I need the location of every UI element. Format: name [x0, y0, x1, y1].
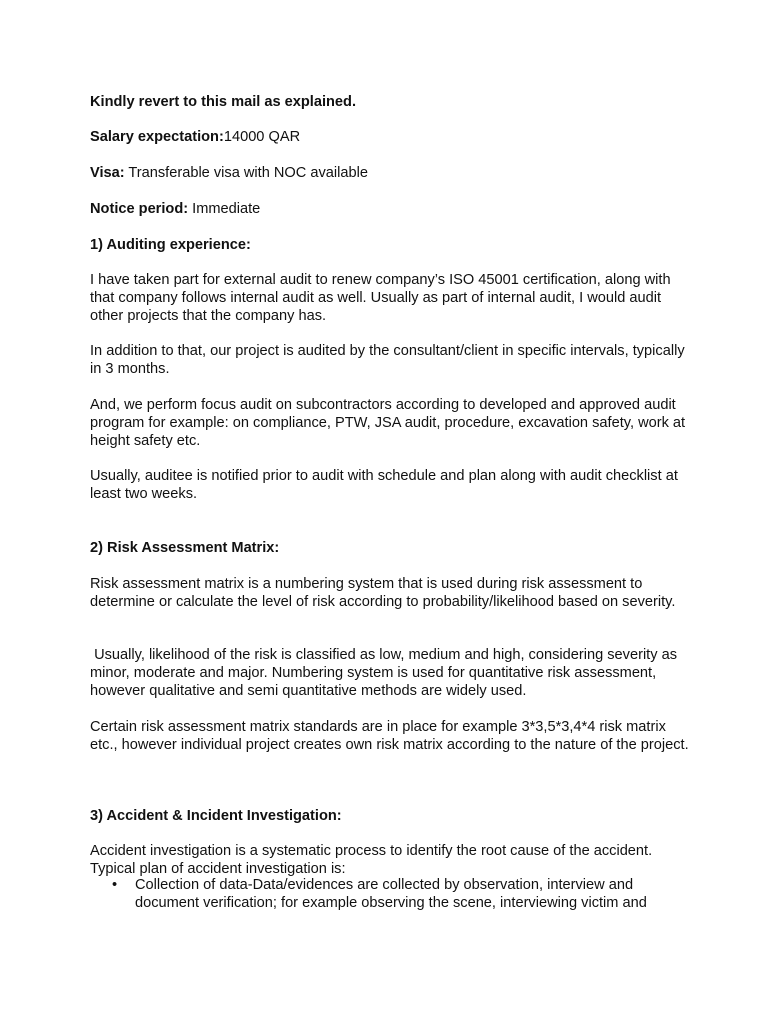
- section-2-heading: 2) Risk Assessment Matrix:: [90, 540, 280, 556]
- section-3-heading: 3) Accident & Incident Investigation:: [90, 808, 342, 824]
- notice-line: [90, 201, 690, 219]
- section-1-paragraph: I have taken part for external audit to renew company’s ISO 45001 certification, along with that company follows internal audit as well. Usually as part of internal audit, I would audit other projects that the company has.: [90, 272, 671, 324]
- visa-value: Transferable visa with NOC available: [124, 165, 368, 181]
- visa-line: [90, 165, 690, 183]
- notice-value: Immediate: [188, 201, 261, 217]
- bullet-icon: •: [112, 877, 118, 893]
- list-item: [90, 877, 690, 913]
- salary-line: [90, 129, 690, 147]
- section-1-paragraph: In addition to that, our project is audited by the consultant/client in specific intervals, typically in 3 months.: [90, 343, 685, 377]
- section-2-paragraph: Risk assessment matrix is a numbering system that is used during risk assessment to determine or calculate the level of risk according to probability/likelihood based on severity.: [90, 576, 676, 610]
- intro-line: Kindly revert to this mail as explained.: [90, 94, 357, 110]
- section-1-paragraph: And, we perform focus audit on subcontractors according to developed and approved audit program for example: on compliance, PTW, JSA audit, procedure, excavation safety, work at height safety etc.: [90, 397, 686, 449]
- list-item-text: Collection of data-Data/evidences are collected by observation, interview and document verification; for example observing the scene, interviewing victim and: [135, 877, 647, 911]
- salary-value: 14000 QAR: [223, 129, 301, 145]
- salary-label: Salary expectation:: [90, 129, 224, 145]
- section-1-heading: 1) Auditing experience:: [90, 237, 251, 253]
- section-1-paragraph: Usually, auditee is notified prior to audit with schedule and plan along with audit checklist at least two weeks.: [90, 468, 678, 502]
- section-2-paragraph: Certain risk assessment matrix standards are in place for example 3*3,5*3,4*4 risk matrix etc., however individual project creates own risk matrix according to the nature of the project.: [90, 719, 689, 753]
- section-2-paragraph: Usually, likelihood of the risk is classified as low, medium and high, considering severity as minor, moderate and major. Numbering system is used for quantitative risk assessment, however qualitative and semi quantitative methods are widely used.: [90, 647, 682, 699]
- section-3-paragraph: Accident investigation is a systematic process to identify the root cause of the accident. Typical plan of accident investigation is:: [90, 843, 653, 877]
- notice-label: Notice period:: [90, 201, 189, 217]
- visa-label: Visa:: [90, 165, 125, 181]
- bullet-list: [90, 877, 690, 913]
